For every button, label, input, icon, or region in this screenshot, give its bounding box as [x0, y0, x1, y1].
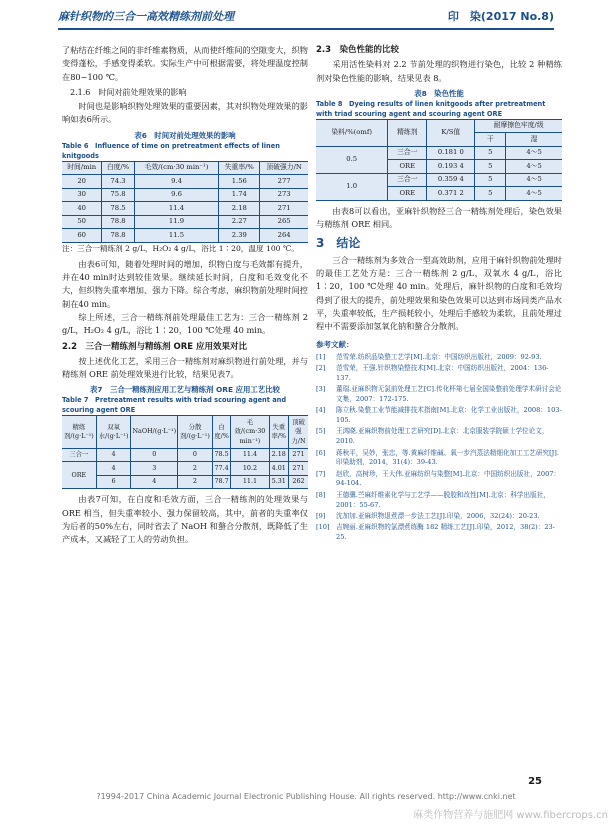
table-cell: 271	[289, 462, 309, 476]
table-cell: 271	[260, 202, 308, 216]
table-row	[62, 462, 308, 476]
table-cell: 78.5	[212, 448, 231, 462]
table-cell: 2	[178, 475, 213, 489]
table-cell: 0	[178, 448, 213, 462]
table-cell: 30	[62, 188, 102, 202]
table-cell: 2.39	[219, 229, 260, 243]
table-row	[62, 202, 308, 216]
table-header-cell: 毛效/(cm·30 min⁻¹)	[231, 416, 269, 449]
table-8	[316, 88, 562, 201]
reference-number: [4]	[316, 406, 326, 415]
reference-text: 范雪荣，王强.针织物染整技术[M].北京：中国纺织出版社，2004：136-137.	[336, 364, 549, 382]
reference-number: [8]	[316, 490, 326, 499]
table-cell: 0.193 4	[427, 160, 475, 174]
table-cell: 4.01	[269, 462, 289, 476]
table-cell: 4	[96, 462, 131, 476]
reference-item	[316, 353, 562, 363]
table-cell: 10.2	[231, 462, 269, 476]
reference-text: 蒋秋平，吴妙，张忠，等.黄麻纤维碱、氧一步汽蒸法精细化加工工艺研究[J].印染助剂，2014，31(4)：39-43.	[336, 448, 559, 467]
table-cell: 11.4	[231, 448, 269, 462]
table-cell: 0.371 2	[427, 187, 475, 201]
table-6-grid	[62, 161, 308, 243]
reference-number: [6]	[316, 448, 326, 457]
reference-item	[316, 385, 562, 405]
table-cell: 0.359 4	[427, 173, 475, 187]
table-row	[316, 146, 562, 160]
table-cell: 1.74	[219, 188, 260, 202]
references-list	[316, 353, 562, 543]
reference-text: 赵欣，高树珍，王大伟.亚麻纺织与染整[M].北京：中国纺织出版社，2007：94-104.	[336, 469, 561, 488]
reference-item	[316, 406, 562, 426]
table-cell: 5.31	[269, 475, 289, 489]
table-cell: 78.8	[102, 229, 134, 243]
reference-number: [10]	[316, 523, 330, 532]
table-cell: 1.0	[316, 173, 388, 200]
table-row	[62, 448, 308, 462]
paragraph: 采用活性染料对 2.2 节前处理的织物进行染色，比较 2 种精练剂对染色性能的影响，结果见表 8。	[316, 59, 562, 83]
reference-number: [5]	[316, 427, 326, 436]
table-header-cell: 顶破强力/N	[289, 416, 309, 449]
table-cell: 273	[260, 188, 308, 202]
table-cell: 0.181 0	[427, 146, 475, 160]
table-header-cell: 精练剂/(g·L⁻¹)	[62, 416, 96, 449]
journal-issue: 印 染(2017 No.8)	[447, 10, 554, 23]
table-cell: 4～5	[526, 188, 542, 197]
table-8-caption: 表8 染色性能	[414, 88, 464, 98]
reference-text: 王鸿晓.亚麻织物前处理工艺研究[D].北京：北京服装学院硕士学位论文，2010.	[336, 427, 549, 446]
reference-item	[316, 491, 562, 511]
table-cell: 4～5	[506, 146, 562, 160]
table-cell: 4	[96, 448, 131, 462]
table-cell: 5	[475, 146, 506, 160]
left-column	[62, 44, 308, 547]
table-cell: 9.6	[134, 188, 219, 202]
paragraph: 由表6可知，随着处理时间的增加，织物白度与毛效都有提升，并在40 min时达到较佳效果。继续延长时间，白度和毛效变化不大，但织物失重率增加、强力下降。综合考虑，麻织物前处理时间控制在40 min。	[62, 258, 308, 309]
table-header-cell: 双氧水/(g·L⁻¹)	[96, 416, 131, 449]
table-cell: 2.27	[219, 215, 260, 229]
reference-text: 董瑞.亚麻织物无氯前处理工艺[C].传化杯第七届全国染整前处理学术研讨会论文集，2007：172-175.	[336, 385, 562, 404]
copyright-footer: ?1994-2017 China Academic Journal Electronic Publishing House. All rights reserved. http://www.cnki.net	[96, 792, 516, 801]
table-cell: 4	[131, 475, 178, 489]
right-column	[316, 44, 562, 544]
table-cell: 78.7	[212, 475, 231, 489]
table-header-cell: 精练剂	[388, 119, 427, 146]
table-cell: 5	[475, 187, 506, 201]
table-header-cell: 耐摩擦色牢度/级	[475, 119, 562, 133]
table-cell: 50	[62, 215, 102, 229]
table-cell: 264	[277, 230, 291, 239]
table-cell: 77.4	[212, 462, 231, 476]
table-header-cell: K/S值	[427, 119, 475, 146]
site-watermark: 麻类作物营养与施肥网 www.fibercrops.cn	[413, 810, 608, 821]
table-cell: 三合一	[388, 146, 427, 160]
reference-item	[316, 512, 562, 522]
table-cell: 271	[289, 448, 309, 462]
table-cell: 1.56	[219, 175, 260, 189]
table-cell: 6	[96, 475, 131, 489]
table-cell: 三合一	[388, 173, 427, 187]
table-6-note: 注：三合一精练剂 2 g/L，H₂O₂ 4 g/L，浴比 1∶20，温度 100 ℃。	[62, 243, 299, 253]
reference-number: [1]	[316, 352, 326, 361]
table-cell: 4～5	[506, 173, 562, 187]
page-number: 25	[528, 776, 542, 787]
reference-item	[316, 364, 562, 384]
table-cell: 三合一	[62, 448, 96, 462]
paragraph: 由表7可知，在白度和毛效方面，三合一精练剂的处理效果与 ORE 相当，但失重率较小、强力保留较高，其中，前者的失重率仅为后者的50%左右，同时省去了 NaOH 和螯合分散剂，既降低了生产成本，又减轻了工人的劳动负担。	[62, 494, 308, 545]
table-cell: 40	[62, 202, 102, 216]
section-heading-2-3: 2.3 染色性能的比较	[316, 45, 400, 55]
table-6	[62, 130, 308, 255]
table-row	[62, 475, 308, 489]
table-header-cell: 失重率/%	[219, 161, 260, 175]
table-header-cell: 白度/%	[212, 416, 231, 449]
table-cell: ORE	[388, 187, 427, 201]
table-7-caption-en: Table 7 Pretreatment results with triad scouring agent and scouring agent ORE	[62, 396, 287, 415]
table-header-cell: NaOH/(g·L⁻¹)	[131, 416, 178, 449]
table-cell: 262	[292, 477, 305, 486]
reference-text: 王德骥.苎麻纤维素化学与工艺学——脱胶和改性[M].北京：科学出版社，2001：55-67.	[336, 490, 550, 509]
table-header-cell: 顶破强力/N	[260, 161, 308, 175]
table-6-caption-en: Table 6 Influence of time on pretreatment effects of linen knitgoods	[62, 141, 280, 160]
reference-text: 吉婉丽.亚麻织物的氯漂煮练酶 182 精练工艺[J].印染，2012，38(2)：23-25.	[336, 523, 555, 541]
table-cell: 78.5	[102, 202, 134, 216]
table-cell: 4～5	[506, 160, 562, 174]
table-8-grid	[316, 119, 562, 201]
table-7-caption: 表7 三合一精练剂应用工艺与精练剂 ORE 应用工艺比较	[90, 385, 280, 395]
reference-item	[316, 523, 562, 543]
table-cell: ORE	[388, 160, 427, 174]
table-header-cell: 白度/%	[102, 161, 134, 175]
table-cell: 11.9	[134, 215, 219, 229]
paragraph: 三合一精练剂为多效合一型高效助剂，应用于麻针织物前处理时的最佳工艺处方是：三合一精练剂 2 g/L，双氧水 4 g/L，浴比 1∶20，100 ℃处理 40 min。处理后，麻针织物的白度和毛效均得到了很大的提升，前处理效果和染色效果可以达到市场同类产品水平，失重率较低，生产损耗较小，处理后手感较为柔软，且前处理过程中不需要添加氢氧化钠和螯合分散剂。	[316, 254, 562, 332]
paragraph: 时间也是影响织物处理效果的重要因素，其对织物处理效果的影响如表6所示。	[62, 101, 308, 125]
table-cell: 2.18	[219, 202, 260, 216]
table-cell: 5	[475, 173, 506, 187]
section-heading-2-1-6: 2.1.6 时间对前处理效果的影响	[70, 87, 187, 97]
table-row	[62, 188, 308, 202]
reference-number: [3]	[316, 385, 326, 394]
reference-text: 范雪荣.纺织品染整工艺学[M].北京：中国纺织出版社，2009：92-93.	[336, 352, 542, 361]
table-cell: 2	[178, 462, 213, 476]
table-header-cell: 湿	[506, 133, 562, 147]
table-cell: 78.8	[102, 215, 134, 229]
table-cell: 5	[475, 160, 506, 174]
paragraph: 综上所述，三合一精练剂前处理最佳工艺为：三合一精练剂 2 g/L，H₂O₂ 4 g/L，浴比 1∶20，100 ℃处理 40 min。	[62, 311, 308, 336]
table-cell: 2.18	[269, 448, 289, 462]
table-cell: 11.5	[134, 229, 219, 243]
table-cell: 75.8	[102, 188, 134, 202]
table-cell: 20	[62, 175, 102, 189]
table-6-caption: 表6 时间对前处理效果的影响	[134, 130, 236, 140]
table-row	[62, 175, 308, 189]
table-cell: 0	[131, 448, 178, 462]
table-cell: 3	[131, 462, 178, 476]
reference-number: [7]	[316, 469, 326, 478]
reference-number: [2]	[316, 364, 326, 373]
section-heading-3: 3 结论	[316, 236, 361, 251]
table-row	[62, 229, 308, 243]
table-cell: 11.1	[231, 475, 269, 489]
table-cell: 11.4	[134, 202, 219, 216]
table-header-cell: 分散剂/(g·L⁻¹)	[178, 416, 213, 449]
table-cell: 0.5	[316, 146, 388, 173]
table-cell: 60	[62, 229, 102, 243]
paragraph: 按上述优化工艺，采用三合一精练剂对麻织物进行前处理，并与精练剂 ORE 前处理效果进行比较，结果见表7。	[62, 355, 308, 380]
references-heading: 参考文献：	[316, 339, 354, 349]
reference-text: 沈加加.亚麻织物退煮漂一步法工艺[J].印染，2006，32(24)：20-23.	[336, 511, 540, 520]
table-header-cell: 时间/min	[62, 161, 102, 175]
reference-item	[316, 470, 562, 490]
table-cell: 265	[260, 215, 308, 229]
table-7-grid	[62, 415, 308, 489]
running-header	[0, 0, 612, 34]
table-8-caption-en: Table 8 Dyeing results of linen knitgoods after pretreatment with triad scouring agent and scouring agent ORE	[316, 99, 546, 118]
table-row	[62, 215, 308, 229]
paragraph: 由表8可以看出，亚麻针织物经三合一精练剂处理后，染色效果与精练剂 ORE 相同。	[316, 205, 562, 230]
journal-article-title: 麻针织物的三合一高效精练剂前处理	[58, 10, 234, 23]
table-cell: 277	[260, 175, 308, 189]
reference-text: 陈立秋.染整工业节能减排技术指南[M].北京：化学工业出版社，2008：103-105.	[336, 406, 562, 425]
reference-item	[316, 449, 562, 469]
table-header-cell: 失重率/%	[269, 416, 289, 449]
table-7	[62, 384, 308, 489]
table-header-cell: 干	[475, 133, 506, 147]
paragraph: 了粘结在纤维之间的非纤维素物质，从而使纤维间的空隙变大，织物变得蓬松，手感变得柔软。实际生产中可根据需要，将处理温度控制在80~100 ℃。	[62, 45, 308, 82]
table-cell: 74.3	[102, 175, 134, 189]
table-header-cell: 毛效/(cm·30 min⁻¹)	[134, 161, 219, 175]
table-header-cell: 染料/%(omf)	[316, 119, 388, 146]
table-row	[316, 173, 562, 187]
table-cell: 9.4	[134, 175, 219, 189]
table-cell: ORE	[62, 462, 96, 489]
reference-number: [9]	[316, 511, 326, 520]
reference-item	[316, 427, 562, 447]
header-rule	[58, 28, 554, 30]
section-heading-2-2: 2.2 三合一精练剂与精练剂 ORE 应用效果对比	[62, 341, 248, 352]
